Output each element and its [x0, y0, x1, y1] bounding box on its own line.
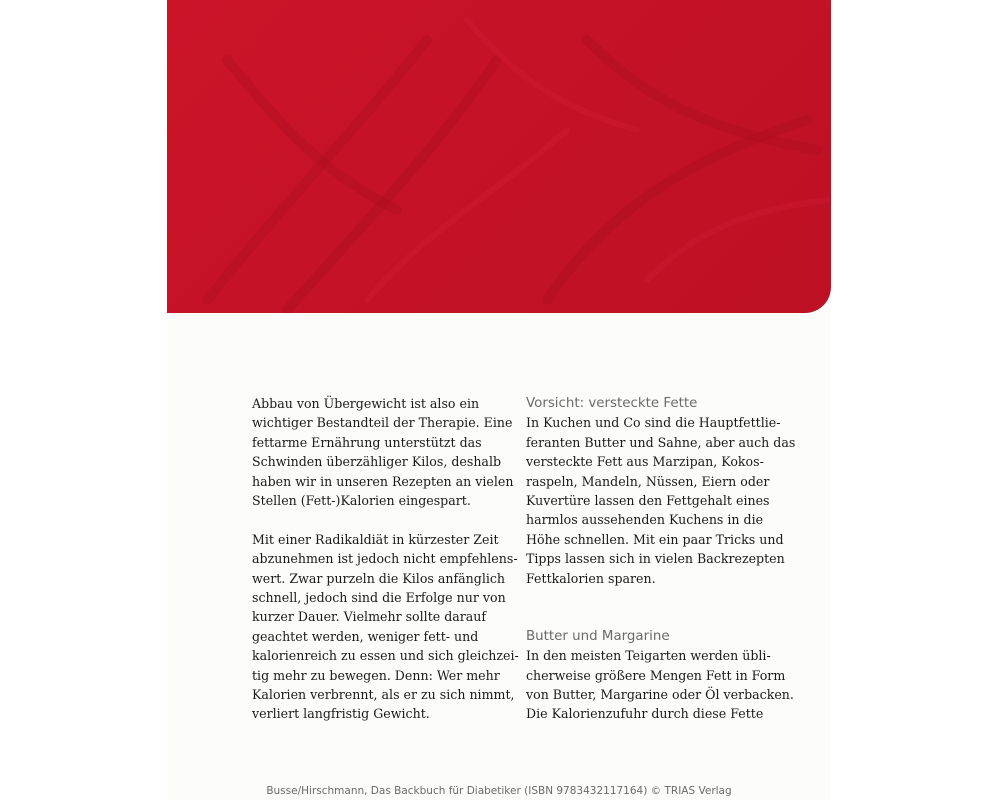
- left-text-column: [252, 394, 519, 724]
- text-line: wert. Zwar purzeln die Kilos anfänglich: [252, 570, 506, 586]
- section-hidden-fats: [526, 394, 796, 588]
- text-line: kalorienreich zu essen und sich gleichzei-: [252, 648, 519, 664]
- paragraph: [252, 530, 519, 724]
- text-line: Höhe schnellen. Mit ein paar Tricks und: [526, 531, 784, 547]
- text-line: fettarme Ernährung unterstützt das: [252, 434, 482, 450]
- text-line: tig mehr zu bewegen. Denn: Wer mehr: [252, 667, 500, 683]
- text-line: geachtet werden, weniger fett- und: [252, 628, 479, 644]
- text-line: Abbau von Übergewicht ist also ein: [252, 396, 480, 411]
- text-line: Mit einer Radikaldiät in kürzester Zeit: [252, 531, 499, 547]
- red-decorative-panel: [167, 0, 831, 313]
- right-text-column: [526, 394, 796, 724]
- text-line: In Kuchen und Co sind die Hauptfettlie-: [526, 415, 781, 431]
- text-line: verliert langfristig Gewicht.: [252, 706, 430, 722]
- paragraph: [252, 394, 514, 510]
- section-heading: Butter und Margarine: [526, 628, 670, 644]
- text-line: haben wir in unseren Rezepten an vielen: [252, 473, 514, 489]
- text-line: Die Kalorienzufuhr durch diese Fette: [526, 706, 764, 722]
- text-line: Stellen (Fett-)Kalorien eingespart.: [252, 493, 471, 509]
- text-line: von Butter, Margarine oder Öl verbacken.: [526, 687, 794, 703]
- text-line: Kalorien verbrennt, als er zu sich nimmt,: [252, 687, 515, 703]
- text-line: Tipps lassen sich in vielen Backrezepten: [526, 551, 785, 567]
- text-line: kurzer Dauer. Vielmehr sollte darauf: [252, 609, 487, 625]
- copyright-footer: Busse/Hirschmann, Das Backbuch für Diabetiker (ISBN 9783432117164) © TRIAS Verlag: [266, 785, 732, 797]
- text-line: In den meisten Teigarten werden übli-: [526, 648, 771, 664]
- text-line: Schwinden überzähliger Kilos, deshalb: [252, 454, 502, 470]
- text-line: cherweise größere Mengen Fett in Form: [526, 667, 786, 683]
- text-line: wichtiger Bestandteil der Therapie. Eine: [252, 415, 513, 431]
- text-line: abzunehmen ist jedoch nicht empfehlens-: [252, 551, 518, 567]
- text-line: schnell, jedoch sind die Erfolge nur von: [252, 590, 506, 606]
- text-line: versteckte Fett aus Marzipan, Kokos-: [526, 454, 764, 470]
- section-heading: Vorsicht: versteckte Fette: [526, 396, 698, 411]
- panel-texture: [167, 0, 831, 313]
- text-line: harmlos aussehenden Kuchens in die: [526, 512, 764, 528]
- text-line: Kuvertüre lassen den Fettgehalt eines: [526, 493, 770, 509]
- text-line: Fettkalorien sparen.: [526, 570, 656, 586]
- text-line: feranten Butter und Sahne, aber auch das: [526, 434, 796, 450]
- section-butter-margarine: [526, 627, 794, 724]
- text-line: raspeln, Mandeln, Nüssen, Eiern oder: [526, 473, 770, 489]
